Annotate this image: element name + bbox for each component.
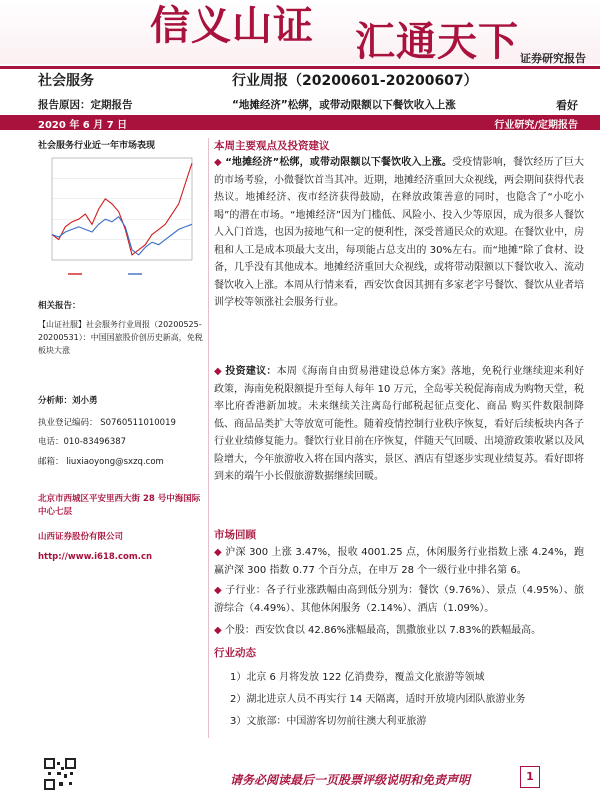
paragraph-views-text: 受疫情影响，餐饮经历了巨大的市场考验，小微餐饮首当其冲。近期，地摊经济重回大众视线，两会期间获得代表热议。地摊经济、夜市经济获得鼓励，在释放政策善意的同时，也隐含了“小吃小喝”的潜在市场。“地摊经济”因为门槛低、风险小、投入少等原因，成为很多人餐饮人入门首选，也因为接地气和一定的便利性，深受普通民众的欢迎。在餐饮业中，房租和人工是成本项最大支出，每项能占总支出的 30%左右。而“地摊”除了食材、设备，几乎没有其他成本。地摊经济重回大众视线，或将带动限额以下餐饮收入、流动餐饮收入上涨。本周从行情来看，西安饮食因其拥有多家老字号餐饮、餐饮从业者培训学校等领涨社会服务行业。: [214, 157, 584, 308]
analyst-cert: 执业登记编码： S0760511010019: [38, 418, 176, 428]
related-report-link[interactable]: 【山证社服】社会服务行业周报（20200525-20200531）：中国国旅股价创历史新高，免税板块大涨: [38, 320, 203, 355]
paragraph-invest-text: 本周《海南自由贸易港建设总体方案》落地，免税行业继续迎来利好政策，海南免税限额提升至每人每年 10 万元，全岛零关税促海南成为购物天堂，税率比府香港新加坡。未来继续关注离岛行邮税起征点变化、商品 购买件数限制降低、商品品类扩大等放宽可能性。随着疫情控制行业秩序恢复，看好后续板块内各子行业业绩修复能力。餐饮行业目前在序恢复，伴随天气回暖、出境游政策收紧以及风险增大，今年旅游收入将在国内落实，景区、酒店有望逐步实现业绩复苏。看好即将到来的端午小长假旅游数据继续回暖。: [214, 366, 585, 482]
news-item[interactable]: 3）文旅部：中国游客切勿前往澳大利亚旅游: [230, 716, 427, 727]
section-title-news: 行业动态: [214, 647, 256, 659]
header-rule: [0, 66, 600, 69]
series-line-2: [52, 217, 192, 255]
bullet-icon: ◆: [214, 625, 225, 636]
review-item-stocks: ◆ 个股：西安饮食以 42.86%涨幅最高，凯撒旅业以 7.83%的跌幅最高。: [214, 625, 542, 636]
sector-name: 社会服务: [38, 73, 94, 89]
report-category: 行业研究/定期报告: [494, 120, 578, 131]
review-item-subsector: ◆ 子行业：各子行业涨跌幅由高到低分别为：餐饮（9.76%）、景点（4.95%）、旅游综合（4.49%）、其他休闲服务（2.14%）、酒店（1.09%）。: [214, 585, 584, 614]
report-type: 证券研究报告: [520, 52, 586, 65]
page-number: 1: [520, 766, 540, 788]
chart-title: 社会服务行业近一年市场表现: [38, 141, 156, 151]
report-reason: 报告原因：定期报告: [38, 99, 133, 111]
column-divider: [208, 138, 209, 738]
news-item[interactable]: 2）湖北进京人员不再实行 14 天隔离，适时开放境内团队旅游业务: [230, 694, 526, 705]
section-title-review: 市场回顾: [214, 529, 256, 541]
rating-badge: 看好: [556, 99, 578, 112]
review-item-index: ◆ 沪深 300 上涨 3.47%，报收 4001.25 点，休闲服务行业指数上涨 4.24%，跑赢沪深 300 指数 0.77 个百分点，在申万 28 个一级行业中排名第 6。: [214, 547, 585, 576]
company-website[interactable]: http://www.i618.com.cn: [38, 552, 153, 562]
company-address: 北京市西城区平安里西大街 28 号中海国际中心七层: [38, 494, 201, 517]
series-line-1: [52, 163, 192, 255]
bullet-icon: ◆: [214, 157, 226, 168]
analyst-email[interactable]: 邮箱： liuxiaoyong@sxzq.com: [38, 457, 164, 467]
paragraph-views: [214, 154, 584, 312]
analyst-phone: 电话：010-83496387: [38, 437, 127, 447]
news-item[interactable]: 1）北京 6 月将发放 122 亿消费券，覆盖文化旅游等领域: [230, 672, 485, 683]
slogan-part1: 信义山证: [150, 2, 314, 49]
paragraph-invest-lead: 投资建议：: [225, 366, 277, 377]
section-title-views: 本周主要观点及投资建议: [214, 140, 330, 152]
disclaimer-notice[interactable]: 请务必阅读最后一页股票评级说明和免责声明: [230, 773, 471, 787]
report-date: 2020 年 6 月 7 日: [38, 120, 128, 131]
report-headline: “地摊经济”松绑，或带动限额以下餐饮收入上涨: [232, 99, 456, 111]
analyst-name: 分析师：刘小勇: [38, 396, 98, 406]
bullet-icon: ◆: [214, 366, 226, 377]
paragraph-views-lead: “地摊经济”松绑，或带动限额以下餐饮收入上涨。: [225, 157, 453, 168]
bullet-icon: ◆: [214, 585, 226, 596]
related-label: 相关报告：: [38, 301, 81, 311]
paragraph-invest: [214, 363, 584, 486]
chart-frame: [52, 158, 192, 260]
market-performance-chart: [38, 150, 198, 285]
bullet-icon: ◆: [214, 547, 226, 558]
company-name: 山西证券股份有限公司: [38, 532, 124, 542]
slogan-part2: 汇通天下: [355, 18, 519, 65]
qr-code-icon: [44, 758, 76, 790]
report-title: 行业周报（20200601-20200607）: [232, 73, 478, 89]
